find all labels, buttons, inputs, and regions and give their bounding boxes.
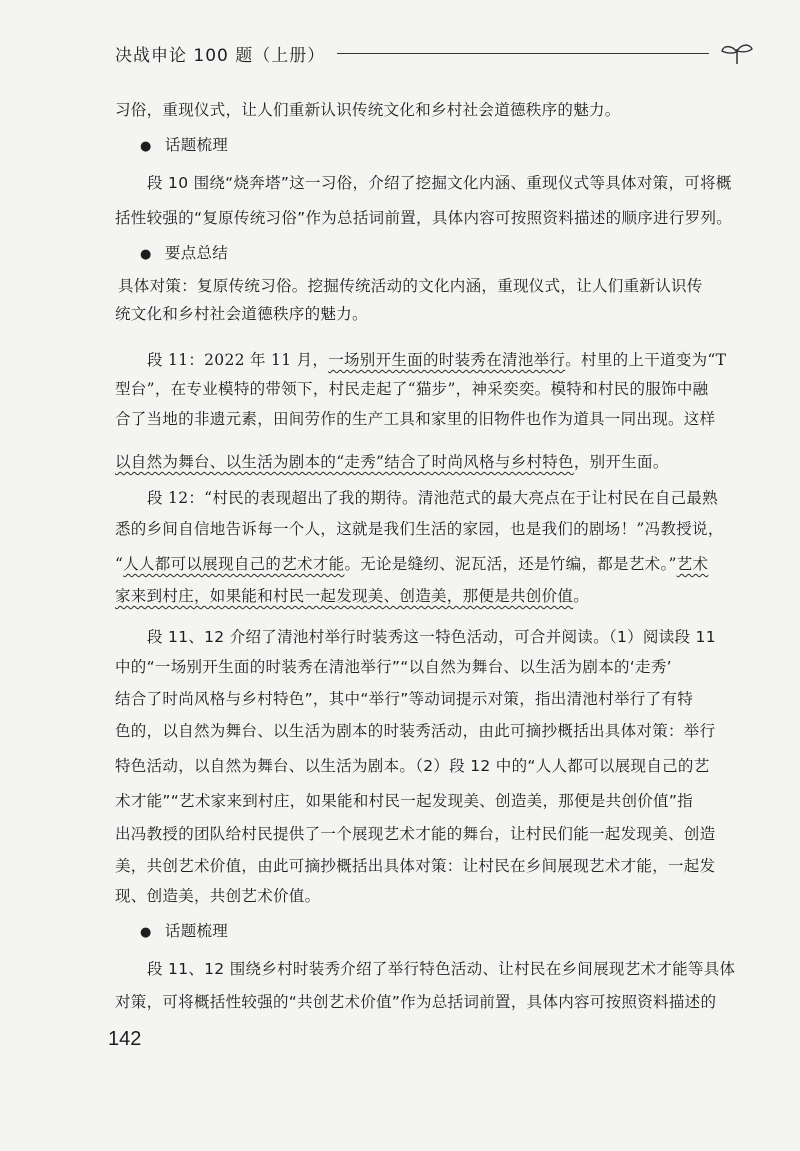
text-segment: 。 <box>573 587 590 605</box>
text-line <box>118 275 703 297</box>
text-segment: 具体对策：复原传统习俗。挖掘传统活动的文化内涵，重现仪式，让人们重新认识传 <box>118 277 703 295</box>
text-line <box>115 720 715 742</box>
section-heading-topic <box>140 134 228 158</box>
text-line <box>115 885 320 907</box>
text-line <box>115 991 716 1013</box>
text-segment: 。村里的上干道变为“T <box>565 351 727 369</box>
underlined-segment: 以自然为舞台、以生活为剧本的“走秀”结合了时尚风格与乡村特色 <box>115 453 574 471</box>
text-line <box>115 855 715 877</box>
text-line <box>147 958 735 980</box>
heading-label: 话题梳理 <box>164 922 229 940</box>
text-segment: 出冯教授的团队给村民提供了一个展现艺术才能的舞台，让村民们能一起发现美、创造 <box>115 825 716 843</box>
text-line <box>147 172 732 194</box>
text-segment: 对策，可将概括性较强的“共创艺术价值”作为总括词前置，具体内容可按照资料描述的 <box>115 993 717 1011</box>
text-line <box>115 823 715 845</box>
underlined-segment: 艺术 <box>676 555 709 573</box>
text-segment: 段 10 围绕“烧奔塔”这一习俗，介绍了挖掘文化内涵、重现仪式等具体对策，可将概 <box>147 174 732 192</box>
text-segment: 型台”，在专业模特的带领下，村民走起了“猫步”，神采奕奕。模特和村民的服饰中融 <box>115 380 709 398</box>
text-segment: 段 11、12 围绕乡村时装秀介绍了举行特色活动、让村民在乡间展现艺术才能等具体 <box>147 960 736 978</box>
text-line <box>115 207 732 229</box>
underlined-segment: 人人都可以展现自己的艺术才能 <box>123 555 345 573</box>
text-line <box>115 99 621 121</box>
text-line <box>147 626 716 648</box>
heading-label: 话题梳理 <box>164 136 229 154</box>
text-segment: 统文化和乡村社会道德秩序的魅力。 <box>115 305 368 323</box>
text-segment: 美，共创艺术价值，由此可摘抄概括出具体对策：让村民在乡间展现艺术才能，一起发 <box>115 857 716 875</box>
heading-label: 要点总结 <box>164 244 229 262</box>
text-segment: 悉的乡间自信地告诉每一个人，这就是我们生活的家园，也是我们的剧场！”冯教授说， <box>115 520 724 538</box>
text-segment: 特色活动，以自然为舞台、以生活为剧本。（2）段 12 中的“人人都可以展现自己的艺 <box>115 757 710 775</box>
text-segment: 括性较强的“复原传统习俗”作为总括词前置，具体内容可按照资料描述的顺序进行罗列。 <box>115 209 733 227</box>
text-line <box>115 585 589 607</box>
running-header <box>115 40 755 66</box>
text-line <box>115 408 715 430</box>
text-segment: 结合了时尚风格与乡村特色”，其中“举行”等动词提示对策，指出清池村举行了有特 <box>115 690 693 708</box>
header-rule <box>337 53 709 54</box>
text-line <box>115 378 708 400</box>
text-line <box>115 451 669 473</box>
text-line <box>115 303 368 325</box>
text-segment: “ <box>115 555 124 573</box>
text-line <box>147 487 718 509</box>
text-line <box>115 518 724 540</box>
text-segment: 色的，以自然为舞台、以生活为剧本的时装秀活动，由此可摘抄概括出具体对策：举行 <box>115 722 716 740</box>
book-title: 决战申论 100 题（上册） <box>115 45 326 66</box>
text-line <box>115 553 708 575</box>
text-segment: 中的“一场别开生面的时装秀在清池举行”“以自然为舞台、以生活为剧本的‘走秀’ <box>115 658 672 676</box>
underlined-segment: 家来到村庄，如果能和村民一起发现美、创造美，那便是共创价值 <box>115 587 574 605</box>
page-number: 142 <box>108 1028 142 1050</box>
text-line <box>147 349 726 371</box>
underlined-segment: 一场别开生面的时装秀在清池举行 <box>328 351 566 369</box>
text-line <box>115 790 693 812</box>
text-segment: 合了当地的非遗元素，田间劳作的生产工具和家里的旧物件也作为道具一同出现。这样 <box>115 410 716 428</box>
text-segment: 现、创造美，共创艺术价值。 <box>115 887 321 905</box>
section-heading-topic <box>140 920 228 944</box>
section-heading-summary <box>140 242 228 266</box>
text-segment: 段 11、12 介绍了清池村举行时装秀这一特色活动，可合并阅读。（1）阅读段 11 <box>147 628 716 646</box>
text-line <box>115 656 672 678</box>
text-line <box>115 688 693 710</box>
text-segment: ，别开生面。 <box>573 453 669 471</box>
text-segment: 段 12：“村民的表现超出了我的期待。清池范式的最大亮点在于让村民在自己最熟 <box>147 489 718 507</box>
text-segment: 习俗，重现仪式，让人们重新认识传统文化和乡村社会道德秩序的魅力。 <box>115 101 621 119</box>
text-segment: 。无论是缝纫、泥瓦活，还是竹编，都是艺术。” <box>344 555 677 573</box>
text-segment: 术才能”“艺术家来到村庄，如果能和村民一起发现美、创造美，那便是共创价值”指 <box>115 792 693 810</box>
text-line <box>115 755 710 777</box>
text-segment: 段 11：2022 年 11 月， <box>147 351 329 369</box>
sprout-icon <box>719 40 755 66</box>
